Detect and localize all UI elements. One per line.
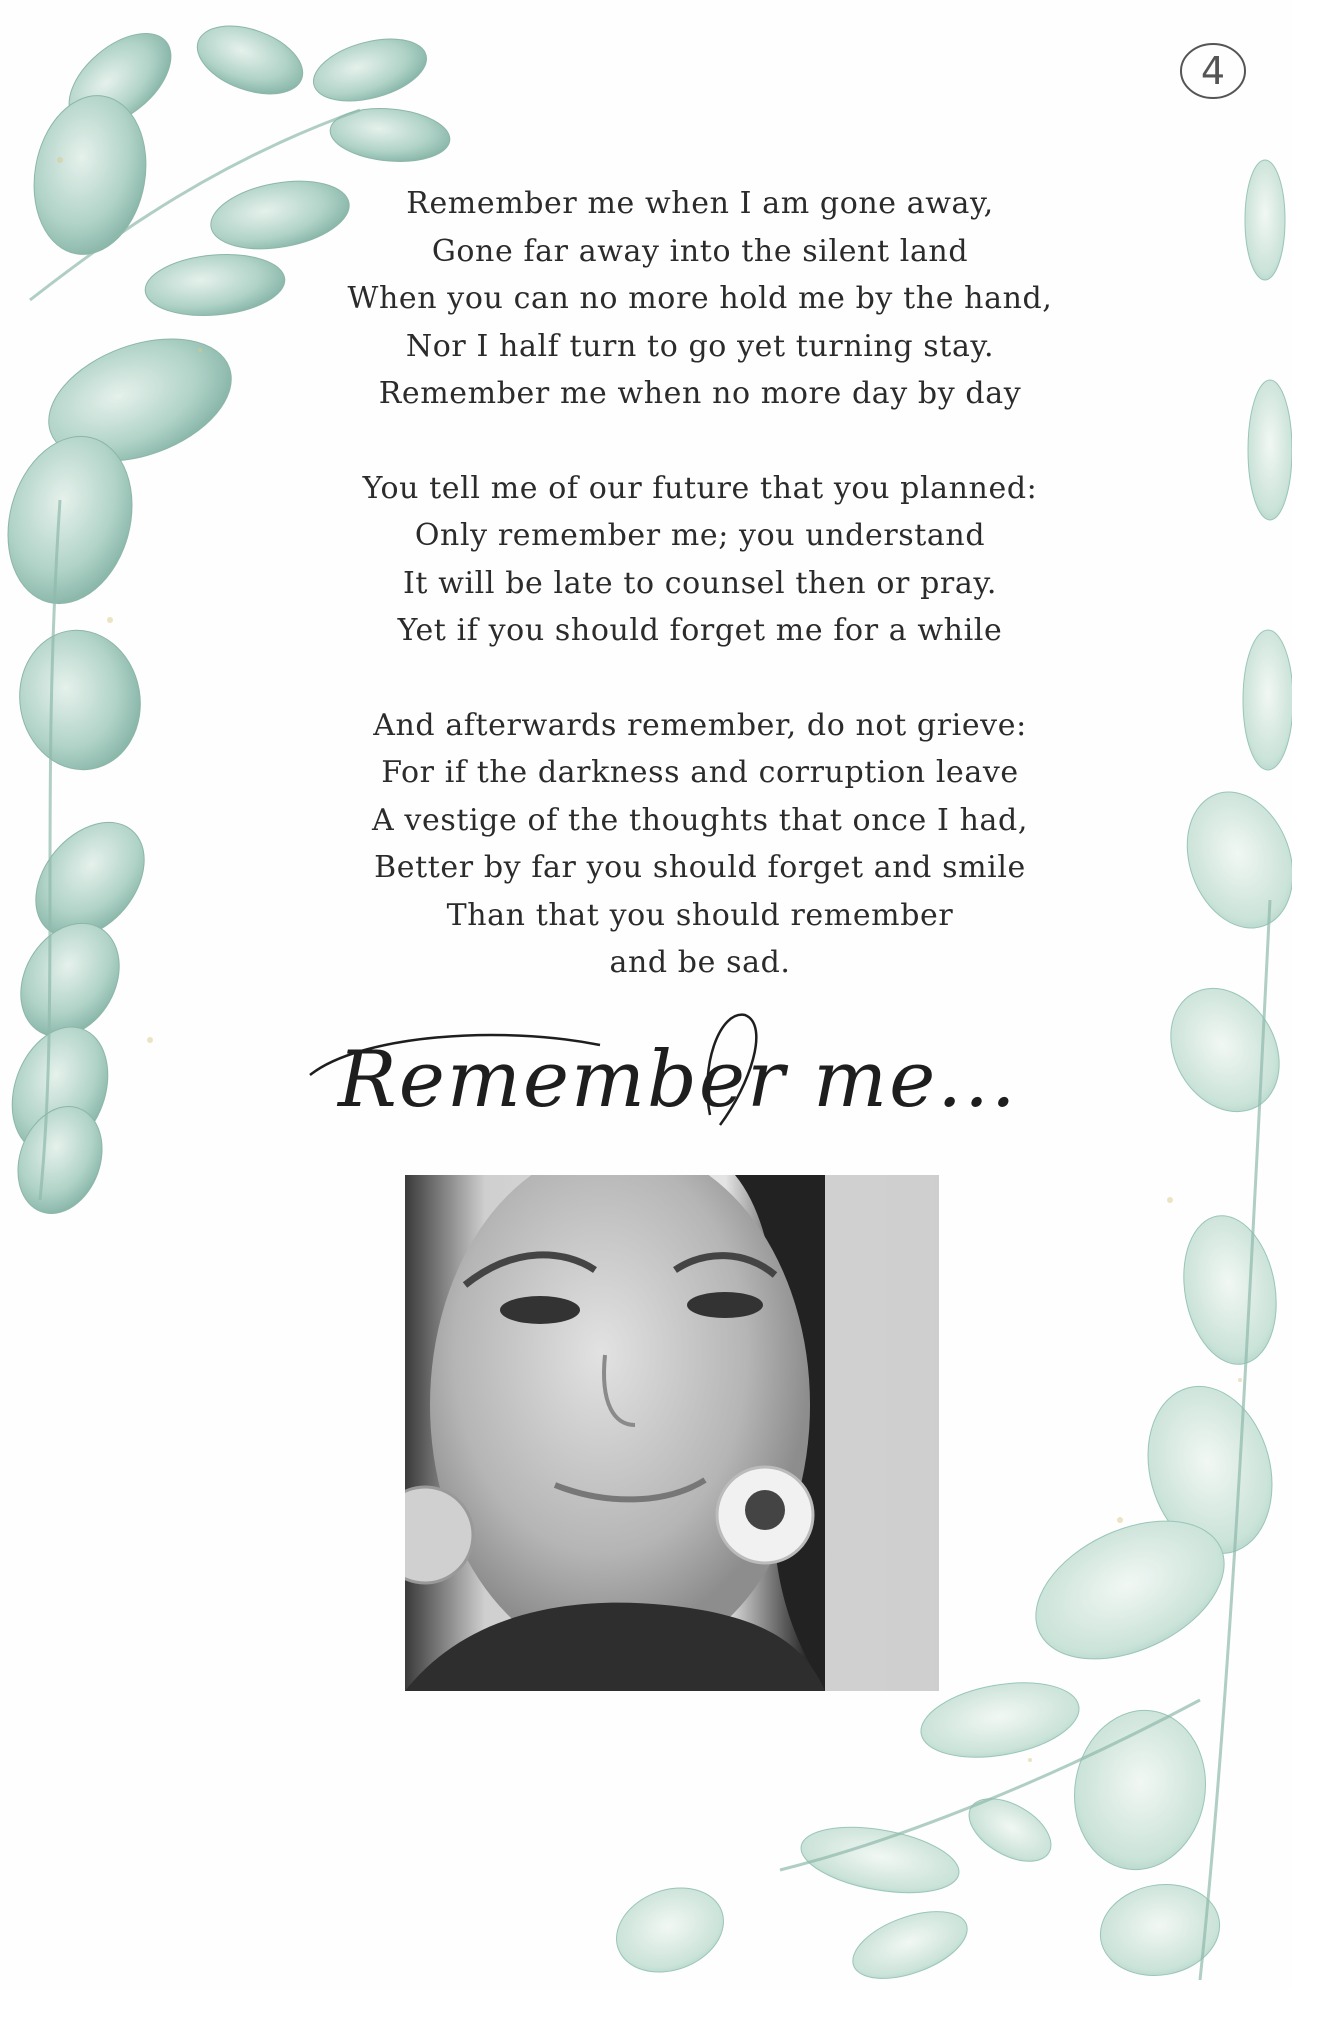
poem	[300, 180, 1100, 1034]
page-number	[1178, 40, 1248, 102]
poem-line: Remember me when I am gone away,	[406, 186, 994, 221]
poem-stanza	[300, 702, 1100, 987]
page-number-value: 4	[1200, 49, 1226, 93]
poem-stanza	[300, 465, 1100, 655]
poem-line: For if the darkness and corruption leave	[381, 755, 1019, 790]
poem-line: When you can no more hold me by the hand,	[347, 281, 1053, 316]
poem-line: Remember me when no more day by day	[378, 376, 1022, 411]
scan-margin-bottom	[0, 1990, 1326, 2023]
script-heading	[300, 1005, 1018, 1155]
poem-line: Better by far you should forget and smile	[374, 850, 1026, 885]
poem-line: Than that you should remember	[446, 897, 954, 933]
poem-line: You tell me of our future that you planned:	[362, 470, 1038, 506]
poem-line: Yet if you should forget me for a while	[397, 613, 1003, 648]
scan-margin-right	[1292, 0, 1326, 2023]
poem-line: Only remember me; you understand	[414, 518, 986, 553]
poem-line: And afterwards remember, do not grieve:	[373, 707, 1027, 743]
portrait-photo	[405, 1175, 939, 1691]
poem-line: A vestige of the thoughts that once I had,	[372, 802, 1028, 838]
poem-line: and be sad.	[609, 945, 791, 980]
portrait-image	[405, 1175, 939, 1691]
poem-stanza	[300, 180, 1100, 418]
poem-line: Nor I half turn to go yet turning stay.	[405, 328, 995, 364]
poem-line: Gone far away into the silent land	[431, 233, 969, 269]
script-title-text: Remember me...	[338, 1035, 1018, 1125]
poem-line: It will be late to counsel then or pray.	[402, 565, 998, 601]
